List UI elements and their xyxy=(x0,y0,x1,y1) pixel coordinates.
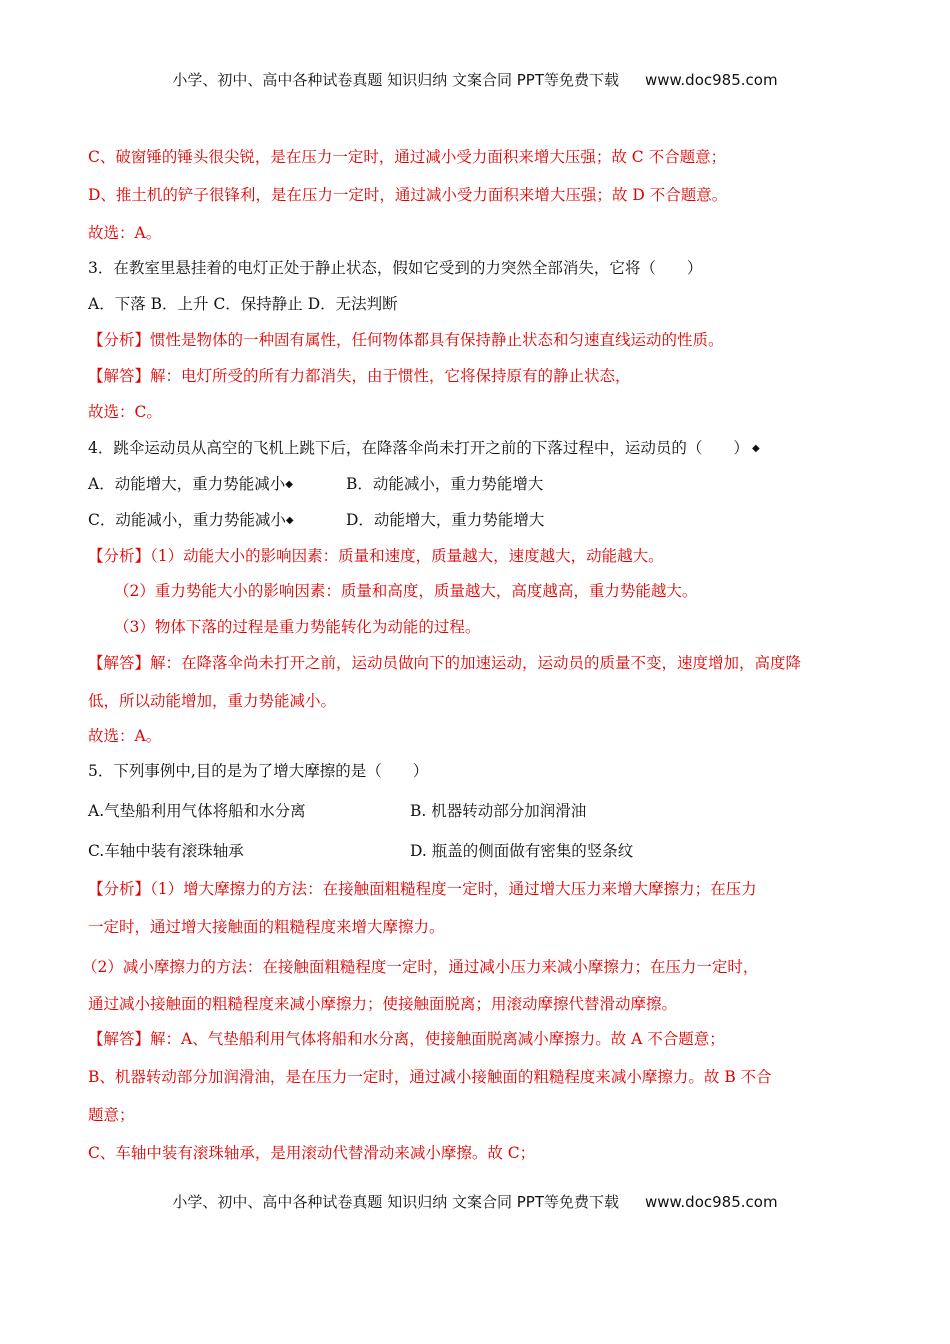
q4-answer xyxy=(88,652,868,674)
analysis-tag: 【分析】 xyxy=(88,331,151,349)
q5-answer-1: 解：A、气垫船利用气体将船和水分离，使接触面脱离减小摩擦力。故 A 不合题意； xyxy=(150,1030,725,1048)
q3-analysis xyxy=(88,329,868,351)
q4-answer-1: 解：在降落伞尚未打开之前，运动员做向下的加速运动，运动员的质量不变，速度增加，高度降 xyxy=(150,654,802,672)
q4-choice: 故选：A。 xyxy=(88,727,162,745)
q4-option-d: D．动能增大，重力势能增大 xyxy=(346,511,545,529)
q4-options-row-2 xyxy=(88,509,868,532)
q5-option-c: C.车轴中装有滚珠轴承 xyxy=(88,842,244,860)
analysis-tag: 【分析】 xyxy=(88,547,151,565)
q4-analysis-1: （1）动能大小的影响因素：质量和速度，质量越大，速度越大，动能越大。 xyxy=(150,547,664,565)
q3-stem: 3．在教室里悬挂着的电灯正处于静止状态，假如它受到的力突然全部消失，它将（ ） xyxy=(88,259,703,277)
q3-analysis-text: 惯性是物体的一种固有属性，任何物体都具有保持静止状态和匀速直线运动的性质。 xyxy=(150,331,724,349)
q3-choice: 故选：C。 xyxy=(88,403,162,421)
footer-text: 小学、初中、高中各种试卷真题 知识归纳 文案合同 PPT等免费下载 xyxy=(172,1193,619,1211)
header-text: 小学、初中、高中各种试卷真题 知识归纳 文案合同 PPT等免费下载 xyxy=(172,71,619,89)
footer-site: www.doc985.com xyxy=(644,1193,778,1211)
q5-analysis xyxy=(88,878,868,900)
q4-answer-2: 低，所以动能增加，重力势能减小。 xyxy=(88,692,337,710)
diamond-mark-icon: ◆ xyxy=(748,443,760,454)
q2-d-line: D、推土机的铲子很锋利，是在压力一定时，通过减小受力面积来增大压强；故 D 不合题意。 xyxy=(88,186,728,204)
q5-analysis-4: 通过减小接触面的粗糙程度来减小摩擦力；使接触面脱离；用滚动摩擦代替滑动摩擦。 xyxy=(88,995,678,1013)
q3-answer-text: 解：电灯所受的所有力都消失，由于惯性，它将保持原有的静止状态， xyxy=(150,367,631,385)
q5-option-a: A.气垫船利用气体将船和水分离 xyxy=(88,802,306,820)
answer-tag: 【解答】 xyxy=(88,367,151,385)
q4-analysis xyxy=(88,545,868,567)
answer-tag: 【解答】 xyxy=(88,1030,151,1048)
q5-options-row-1 xyxy=(88,800,868,822)
q3-options: A．下落 B．上升 C．保持静止 D．无法判断 xyxy=(88,295,398,313)
q5-option-b: B. 机器转动部分加润滑油 xyxy=(410,802,587,820)
q5-analysis-1: （1）增大摩擦力的方法：在接触面粗糙程度一定时，通过增大压力来增大摩擦力；在压力 xyxy=(150,880,757,898)
q5-answer-4: C、车轴中装有滚珠轴承，是用滚动代替滑动来减小摩擦。故 C； xyxy=(88,1144,536,1162)
q5-analysis-3: （2）减小摩擦力的方法：在接触面粗糙程度一定时，通过减小压力来减小摩擦力；在压力一定时， xyxy=(82,958,759,976)
q4-stem xyxy=(88,437,868,460)
q5-answer-2: B、机器转动部分加润滑油，是在压力一定时，通过减小接触面的粗糙程度来减小摩擦力。故 B 不合 xyxy=(88,1068,772,1086)
q4-stem-text: 4．跳伞运动员从高空的飞机上跳下后，在降落伞尚未打开之前的下落过程中，运动员的（ ） xyxy=(88,439,749,457)
q4-option-a: A．动能增大，重力势能减小 xyxy=(88,475,286,493)
page-header xyxy=(0,69,950,90)
diamond-mark-icon: ◆ xyxy=(285,479,293,490)
page-footer xyxy=(0,1191,950,1212)
q5-stem: 5．下列事例中,目的是为了增大摩擦的是（ ） xyxy=(88,762,429,780)
q5-answer xyxy=(88,1028,868,1050)
header-site: www.doc985.com xyxy=(644,71,778,89)
q4-option-b: B．动能减小，重力势能增大 xyxy=(346,475,544,493)
q3-answer xyxy=(88,365,868,387)
q4-analysis-2: （2）重力势能大小的影响因素：质量和高度，质量越大，高度越高，重力势能越大。 xyxy=(114,582,698,600)
q2-c-line: C、破窗锤的锤头很尖锐，是在压力一定时，通过减小受力面积来增大压强；故 C 不合题意； xyxy=(88,148,727,166)
q5-analysis-2: 一定时，通过增大接触面的粗糙程度来增大摩擦力。 xyxy=(88,918,445,936)
q4-analysis-3: （3）物体下落的过程是重力势能转化为动能的过程。 xyxy=(114,618,481,636)
q2-choice: 故选：A。 xyxy=(88,224,162,242)
q4-option-c: C．动能减小，重力势能减小 xyxy=(88,511,286,529)
answer-tag: 【解答】 xyxy=(88,654,151,672)
diamond-mark-icon: ◆ xyxy=(285,515,294,526)
q5-answer-3: 题意； xyxy=(88,1106,135,1124)
q5-options-row-2 xyxy=(88,840,868,862)
q5-option-d: D. 瓶盖的侧面做有密集的竖条纹 xyxy=(410,842,634,860)
analysis-tag: 【分析】 xyxy=(88,880,151,898)
q4-options-row-1 xyxy=(88,473,868,496)
